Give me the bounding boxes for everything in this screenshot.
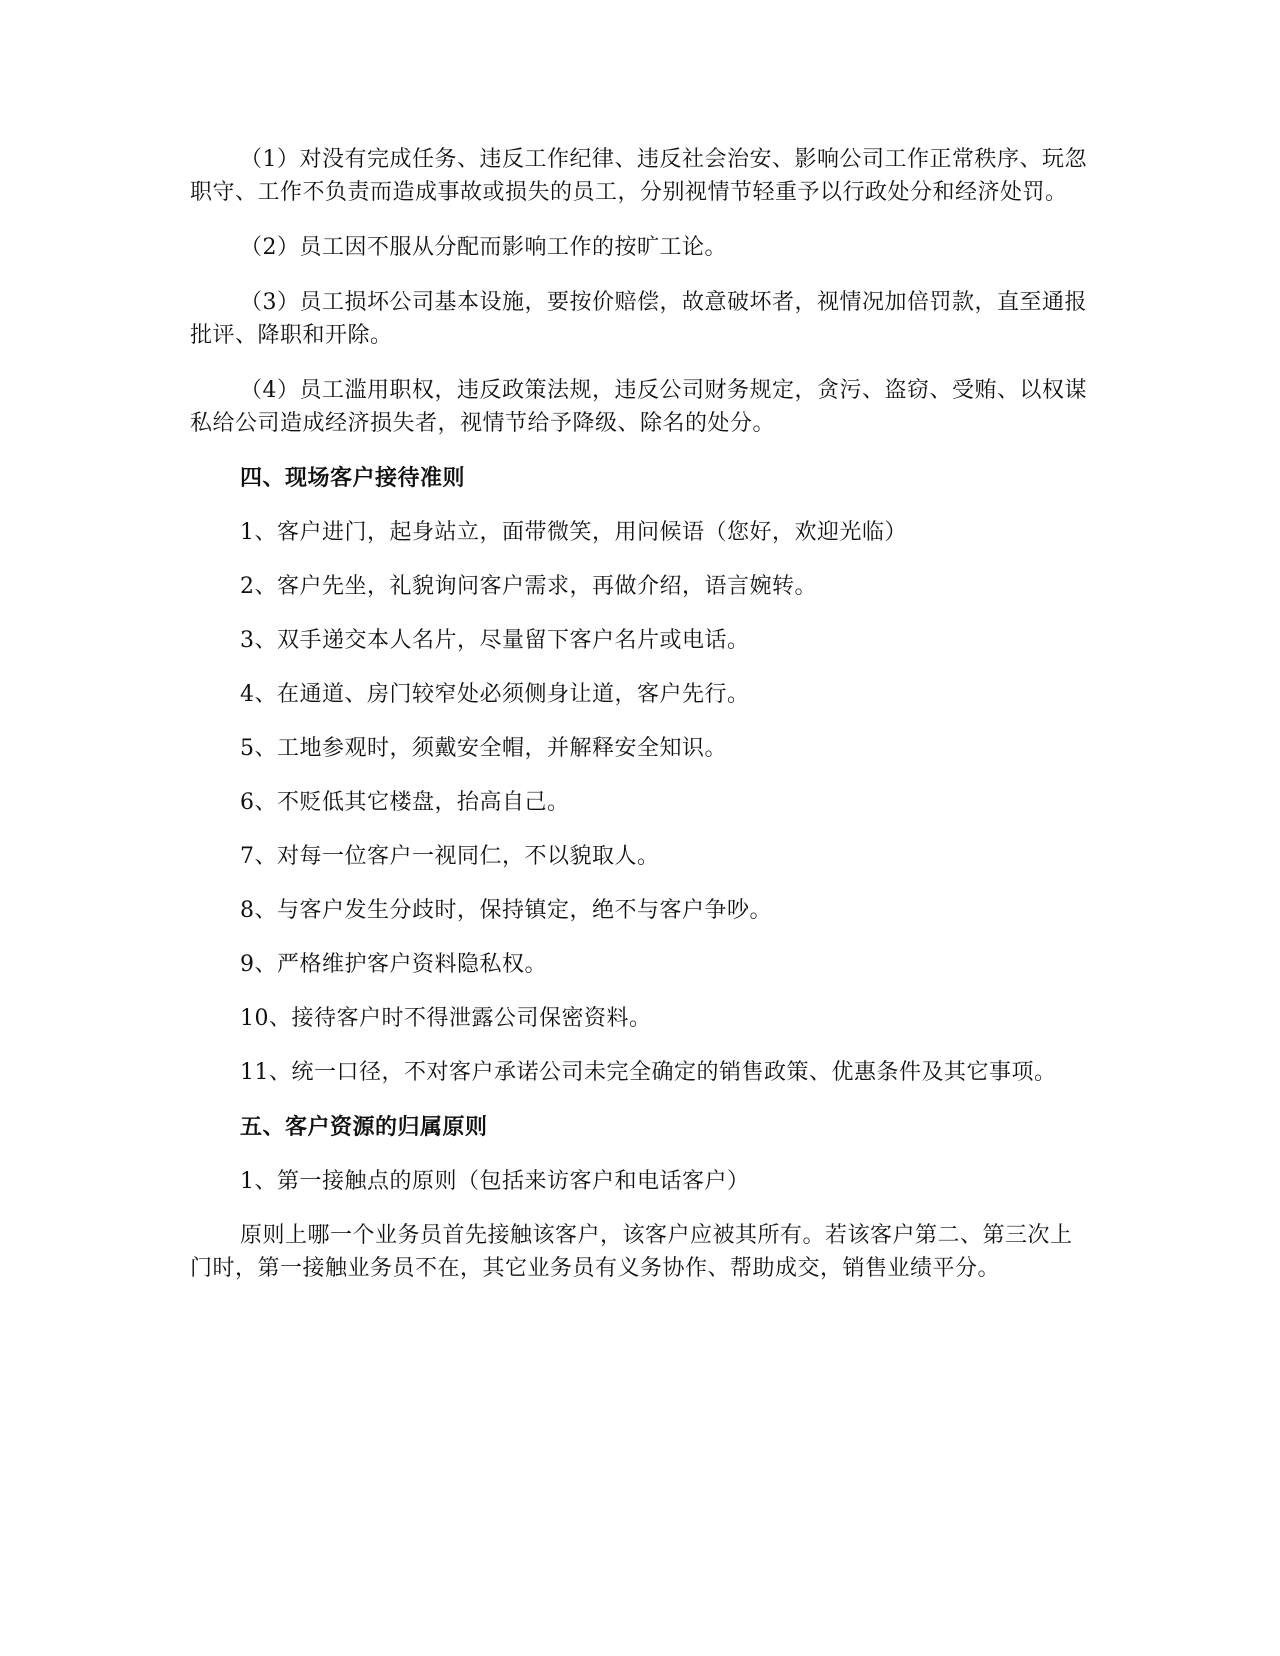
penalty-item-1: （1）对没有完成任务、违反工作纪律、违反社会治安、影响公司工作正常秩序、玩忽职守、工作不负责而造成事故或损失的员工，分别视情节轻重予以行政处分和经济处罚。	[190, 147, 1087, 205]
reception-rule-10: 10、接待客户时不得泄露公司保密资料。	[240, 1006, 652, 1031]
ownership-rule-1-detail: 原则上哪一个业务员首先接触该客户，该客户应被其所有。若该客户第二、第三次上门时，第一接触业务员不在，其它业务员有义务协作、帮助成交，销售业绩平分。	[190, 1223, 1073, 1281]
ownership-rule-1: 1、第一接触点的原则（包括来访客户和电话客户）	[240, 1169, 750, 1194]
reception-rule-1: 1、客户进门，起身站立，面带微笑，用问候语（您好，欢迎光临）	[240, 520, 907, 545]
penalty-item-4: （4）员工滥用职权，违反政策法规，违反公司财务规定，贪污、盗窃、受贿、以权谋私给公司造成经济损失者，视情节给予降级、除名的处分。	[190, 378, 1087, 436]
section-heading-reception: 四、现场客户接待准则	[240, 465, 466, 491]
section-heading-ownership: 五、客户资源的归属原则	[240, 1114, 488, 1140]
reception-rule-8: 8、与客户发生分歧时，保持镇定，绝不与客户争吵。	[240, 898, 772, 923]
penalty-item-2: （2）员工因不服从分配而影响工作的按旷工论。	[240, 235, 727, 260]
penalty-item-3: （3）员工损坏公司基本设施，要按价赔偿，故意破坏者，视情况加倍罚款，直至通报批评、降职和开除。	[190, 290, 1087, 348]
reception-rule-4: 4、在通道、房门较窄处必须侧身让道，客户先行。	[240, 682, 750, 707]
reception-rule-6: 6、不贬低其它楼盘，抬高自己。	[240, 790, 570, 815]
reception-rule-7: 7、对每一位客户一视同仁，不以貌取人。	[240, 844, 660, 869]
reception-rule-2: 2、客户先坐，礼貌询问客户需求，再做介绍，语言婉转。	[240, 574, 817, 599]
reception-rule-9: 9、严格维护客户资料隐私权。	[240, 952, 547, 977]
reception-rule-3: 3、双手递交本人名片，尽量留下客户名片或电话。	[240, 628, 750, 653]
reception-rule-5: 5、工地参观时，须戴安全帽，并解释安全知识。	[240, 736, 727, 761]
reception-rule-11: 11、统一口径，不对客户承诺公司未完全确定的销售政策、优惠条件及其它事项。	[240, 1060, 1057, 1085]
document-page	[190, 143, 1090, 1285]
